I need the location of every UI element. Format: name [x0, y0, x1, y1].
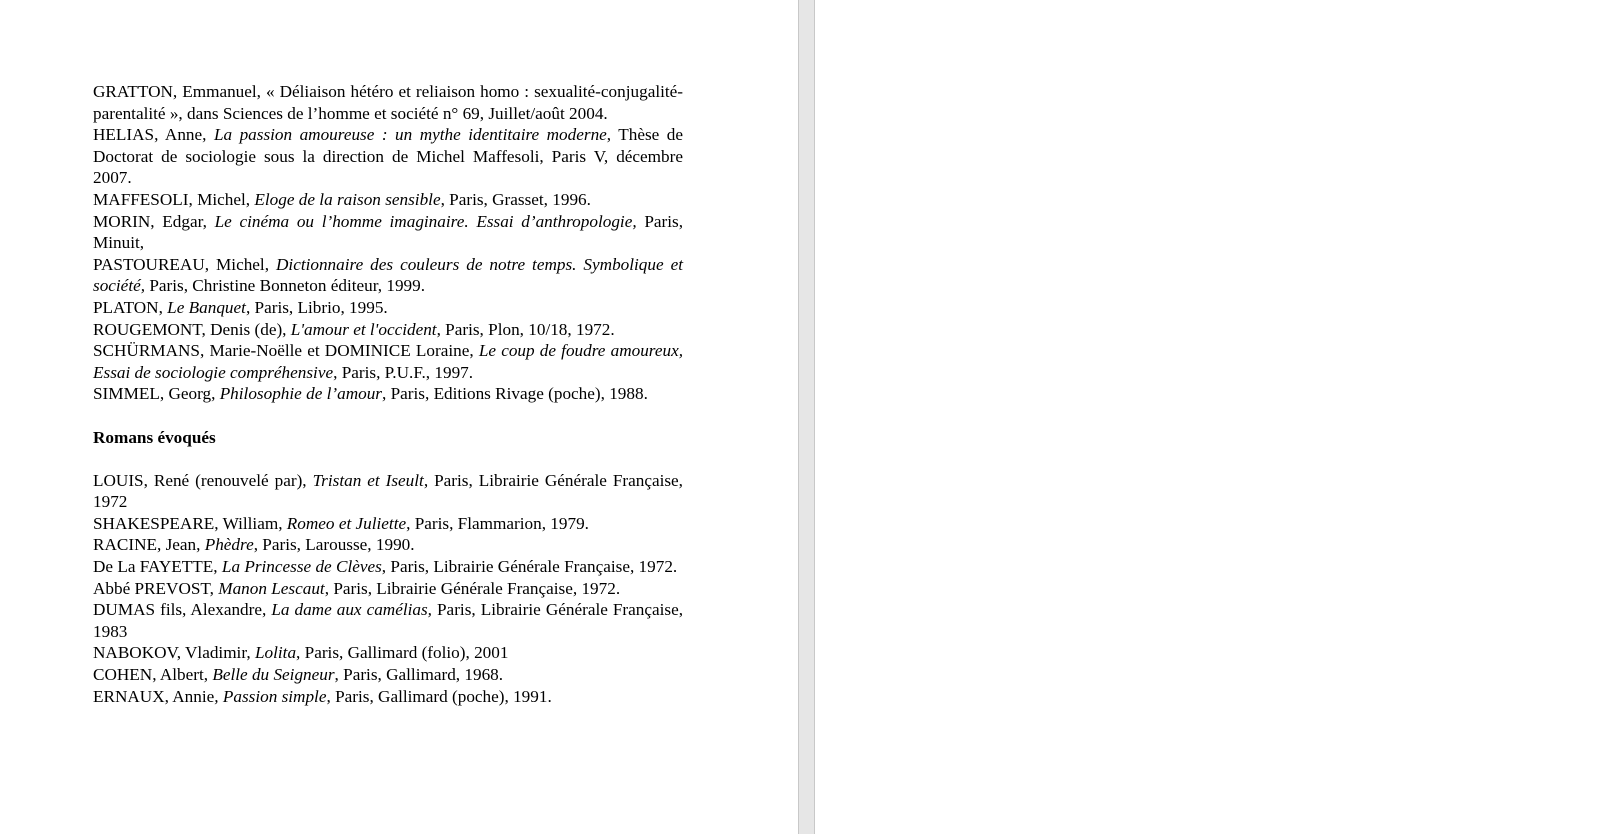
entry-pre: DUMAS fils, Alexandre,	[93, 600, 272, 620]
entry-title: Phèdre	[204, 535, 254, 555]
novel-entry	[93, 642, 683, 664]
entry-pre: NABOKOV, Vladimir,	[93, 643, 255, 663]
entry-pre: ERNAUX, Annie	[93, 686, 215, 706]
entry-pre: LOUIS, René (renouvelé par),	[93, 470, 313, 490]
entry-post: , Paris, Flammarion, 1979.	[406, 513, 589, 533]
entry-title: La dame aux camélias,	[271, 600, 432, 620]
entry-pre: PASTOUREAU, Michel,	[93, 254, 276, 274]
reference-entry	[93, 189, 683, 211]
entry-title: Tristan et Iseult	[312, 470, 424, 490]
novel-entry	[93, 513, 683, 535]
novel-entry	[93, 599, 683, 642]
novel-entry	[93, 556, 683, 578]
entry-post: , Thèse de Doctorat de sociologie sous la direction de Michel Maffesoli, Paris V, décembre 2007.	[93, 125, 683, 188]
entry-title: Lolita	[254, 643, 297, 663]
entry-post: , Paris, Gallimard (poche), 1991.	[326, 686, 552, 706]
entry-title: Romeo et Juliette	[286, 513, 407, 533]
entry-pre: GRATTON, Emmanuel, « Déliaison hétéro et reliaison homo : sexualité-conjugalité-parentalité », dans Sciences de l’homme et société n° 69, Juillet/août 2004.	[93, 82, 683, 123]
reference-entry	[93, 211, 683, 254]
entry-title: Manon Lescaut	[218, 578, 325, 598]
entry-title: Le coup de foudre amoureux, Essai de sociologie compréhensive	[93, 341, 683, 382]
references-list	[93, 81, 683, 405]
novel-entry	[93, 664, 683, 686]
entry-title: Belle du Seigneur	[212, 665, 335, 685]
entry-pre: HELIAS, Anne,	[93, 125, 214, 145]
entry-post: , Paris, Librairie Générale Française, 1972.	[381, 557, 678, 577]
entry-post: Paris, Minuit,	[93, 211, 683, 253]
entry-title: Philosophie de l’amour	[219, 384, 382, 404]
entry-pre: MAFFESOLI, Michel,	[93, 189, 255, 209]
entry-pre: RACINE, Jean,	[93, 535, 205, 555]
novel-entry	[93, 470, 683, 513]
reference-entry	[93, 297, 683, 319]
reference-entry	[93, 340, 683, 383]
entry-post: , Paris, Grasset, 1996.	[440, 189, 591, 209]
entry-post: , Paris, P.U.F., 1997.	[333, 362, 474, 382]
entry-post: , Paris, Larousse, 1990.	[253, 535, 415, 555]
reference-entry	[93, 383, 683, 405]
entry-pre: ROUGEMONT, Denis (de),	[93, 319, 291, 339]
entry-title: Le Banquet	[167, 297, 246, 317]
entry-post: , Paris, Editions Rivage (poche), 1988.	[382, 384, 648, 404]
entry-title: Dictionnaire des couleurs de notre temps. Symbolique et société,	[93, 254, 684, 296]
entry-title: Eloge de la raison sensible	[254, 189, 441, 209]
reference-entry	[93, 124, 683, 189]
document-page-right	[815, 0, 1599, 834]
entry-pre: Abbé PREVOST,	[93, 578, 219, 598]
entry-post: Paris, Librairie Générale Française, 1983	[93, 600, 684, 641]
entry-pre: SIMMEL, Georg,	[93, 384, 220, 404]
bibliography-text	[93, 81, 683, 707]
entry-title: La Princesse de Clèves	[221, 557, 382, 577]
entry-title: , Passion simple	[214, 686, 327, 706]
novels-list	[93, 470, 683, 708]
reference-entry	[93, 319, 683, 341]
entry-pre: SHAKESPEARE, William,	[93, 513, 287, 533]
entry-post: , Paris, Librairie Générale Française, 1972	[93, 470, 683, 512]
entry-post: Paris, Christine Bonneton éditeur, 1999.	[145, 276, 426, 296]
entry-pre: COHEN, Albert,	[93, 665, 213, 685]
entry-pre: SCHÜRMANS, Marie-Noëlle et DOMINICE Loraine,	[93, 341, 479, 361]
entry-post: , Paris, Librio, 1995.	[245, 297, 388, 317]
entry-pre: De La FAYETTE,	[93, 557, 222, 577]
reference-entry	[93, 254, 683, 297]
section-heading: Romans évoqués	[93, 427, 216, 447]
entry-pre: MORIN, Edgar,	[93, 211, 215, 231]
entry-title: Le cinéma ou l’homme imaginaire. Essai d’anthropologie,	[214, 211, 637, 231]
novel-entry	[93, 578, 683, 600]
entry-post: , Paris, Gallimard (folio), 2001	[296, 643, 509, 663]
document-page-left	[0, 0, 798, 834]
novel-entry	[93, 534, 683, 556]
entry-post: , Paris, Gallimard, 1968.	[334, 665, 504, 685]
entry-post: , Paris, Librairie Générale Française, 1972.	[324, 578, 621, 598]
reference-entry	[93, 81, 683, 124]
entry-title: L'amour et l'occident	[290, 319, 437, 339]
entry-title: La passion amoureuse : un mythe identitaire moderne	[213, 125, 607, 145]
novel-entry	[93, 686, 683, 708]
entry-post: , Paris, Plon, 10/18, 1972.	[436, 319, 615, 339]
entry-pre: PLATON,	[93, 297, 168, 317]
page-gutter	[798, 0, 815, 834]
